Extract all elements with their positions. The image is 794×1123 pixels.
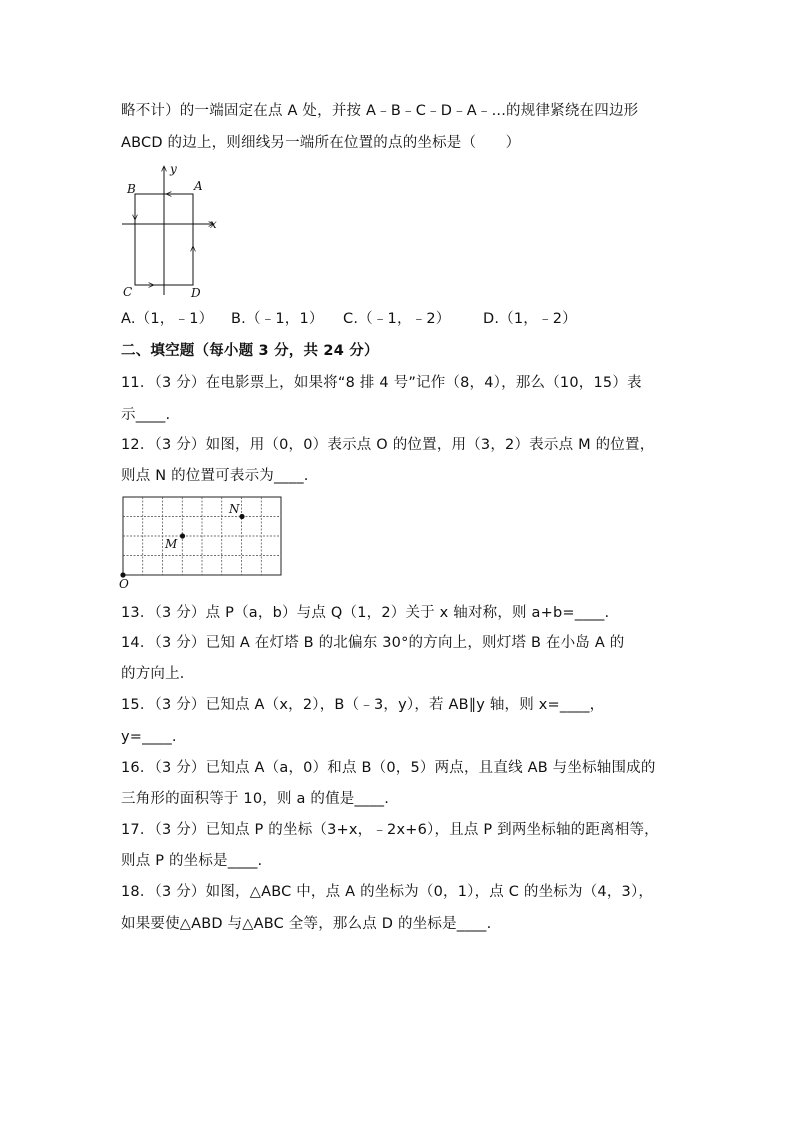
q18-line-2: 如果要使△ABD 与△ABC 全等，那么点 D 的坐标是____. xyxy=(121,916,492,932)
label-m: M xyxy=(165,537,178,551)
prev-question-line-1: 略不计）的一端固定在点 A 处，并按 A﹣B﹣C﹣D﹣A﹣...的规律紧绕在四边形 xyxy=(121,103,639,119)
q12-line-2: 则点 N 的位置可表示为____. xyxy=(121,468,309,484)
point-n xyxy=(239,514,244,519)
q17-line-1: 17．（3 分）已知点 P 的坐标（3+x，﹣2x+6），且点 P 到两坐标轴的距离相等， xyxy=(121,822,659,838)
option-d: D.（1，﹣2） xyxy=(483,311,577,327)
q13-line-1: 13．（3 分）点 P（a，b）与点 Q（1，2）关于 x 轴对称，则 a+b=____. xyxy=(121,605,610,621)
prev-question-line-2: ABCD 的边上，则细线另一端所在位置的点的坐标是（ ） xyxy=(121,135,521,151)
option-c: C.（﹣1，﹣2） xyxy=(343,311,451,327)
q15-line-1: 15．（3 分）已知点 A（x，2），B（﹣3，y），若 AB∥y 轴，则 x=____， xyxy=(121,697,605,713)
label-c: C xyxy=(123,285,133,299)
rectangle-abcd-figure xyxy=(118,162,228,302)
q16-line-2: 三角形的面积等于 10，则 a 的值是____. xyxy=(121,791,390,807)
q14-line-2: 的方向上． xyxy=(121,666,195,682)
q11-line-2: 示____. xyxy=(121,407,171,423)
q17-line-2: 则点 P 的坐标是____. xyxy=(121,853,263,869)
label-a: A xyxy=(194,179,203,193)
point-m xyxy=(180,533,185,538)
label-d: D xyxy=(191,286,201,300)
label-b: B xyxy=(127,182,136,196)
q14-line-1: 14．（3 分）已知 A 在灯塔 B 的北偏东 30°的方向上，则灯塔 B 在小岛 A 的 xyxy=(121,635,625,651)
label-o: O xyxy=(119,577,129,590)
section-2-title: 二、填空题（每小题 3 分，共 24 分） xyxy=(121,343,379,359)
q12-line-1: 12．（3 分）如图，用（0，0）表示点 O 的位置，用（3，2）表示点 M 的位置， xyxy=(121,437,655,453)
q15-line-2: y=____. xyxy=(121,729,177,745)
option-b: B.（﹣1，1） xyxy=(231,311,324,327)
label-x: x xyxy=(210,217,217,231)
q16-line-1: 16．（3 分）已知点 A（a，0）和点 B（0，5）两点，且直线 AB 与坐标轴围成的 xyxy=(121,760,656,776)
option-a: A.（1，﹣1） xyxy=(121,311,214,327)
label-n: N xyxy=(229,502,240,516)
grid-figure xyxy=(116,492,286,590)
q11-line-1: 11．（3 分）在电影票上，如果将“8 排 4 号”记作（8，4），那么（10，15）表 xyxy=(121,375,642,391)
label-y: y xyxy=(170,162,177,176)
q18-line-1: 18．（3 分）如图，△ABC 中，点 A 的坐标为（0，1），点 C 的坐标为（4，3）， xyxy=(121,884,654,900)
